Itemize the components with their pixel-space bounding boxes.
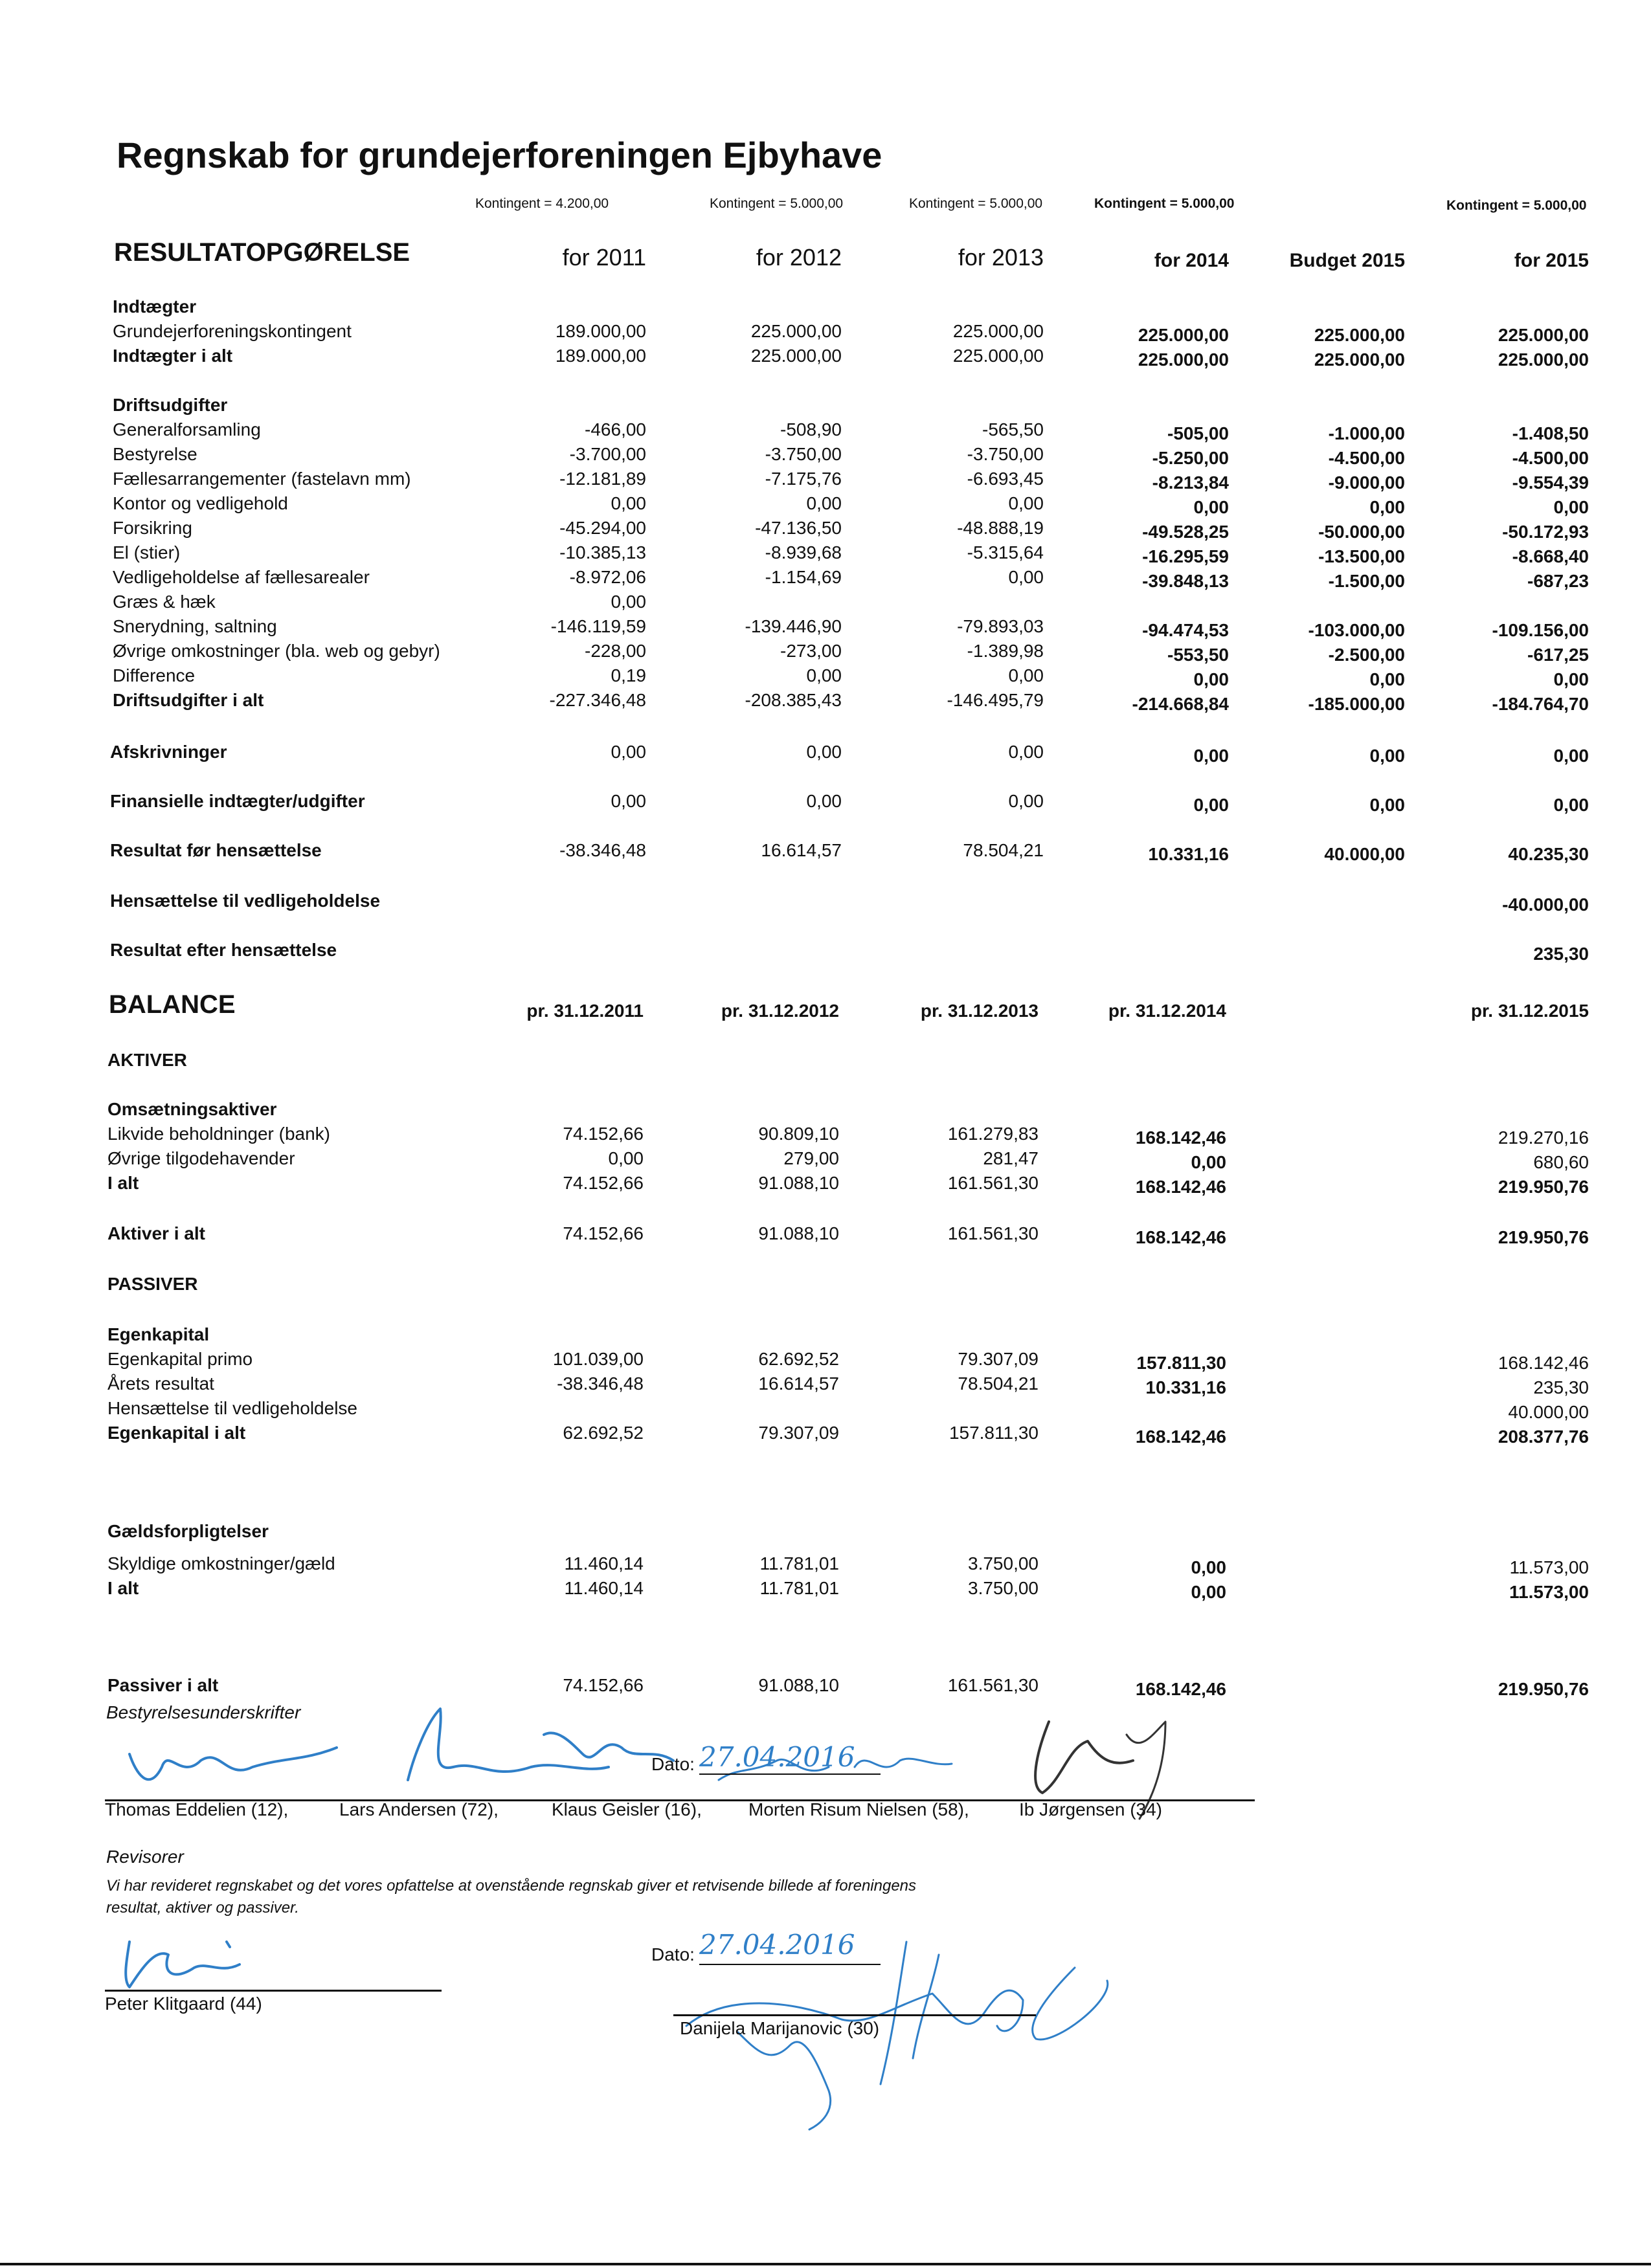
- auditors-statement-line2: resultat, aktiver og passiver.: [106, 1899, 299, 1917]
- kontingent-2012: Kontingent = 5.000,00: [710, 196, 844, 211]
- result-row-label: Hensættelse til vedligeholdelse: [110, 891, 381, 911]
- result-row-label: Vedligeholdelse af fællesarealer: [113, 567, 370, 587]
- result-row-label: Fællesarrangementer (fastelavn mm): [113, 469, 411, 489]
- balance-cell: 62.692,52: [563, 1423, 644, 1443]
- result-cell: -146.495,79: [947, 690, 1044, 710]
- result-column-header: for 2012: [756, 244, 842, 271]
- result-cell: 0,00: [1369, 746, 1405, 766]
- balance-heading: BALANCE: [109, 990, 236, 1019]
- result-cell: 0,00: [1008, 567, 1044, 587]
- result-cell: 40.235,30: [1508, 844, 1589, 864]
- result-cell: 225.000,00: [1138, 350, 1229, 370]
- balance-cell: 10.331,16: [1145, 1377, 1226, 1397]
- balance-cell: 62.692,52: [758, 1349, 839, 1369]
- result-cell: -208.385,43: [745, 690, 842, 710]
- result-cell: -4.500,00: [1328, 448, 1405, 468]
- balance-cell: 74.152,66: [563, 1675, 644, 1695]
- balance-row-label: Øvrige tilgodehavender: [107, 1148, 295, 1168]
- balance-row-label: I alt: [107, 1578, 139, 1598]
- balance-row-label: Omsætningsaktiver: [107, 1099, 277, 1119]
- result-cell: 225.000,00: [1314, 325, 1405, 345]
- kontingent-2013: Kontingent = 5.000,00: [909, 196, 1043, 211]
- result-cell: -38.346,48: [559, 840, 646, 860]
- result-cell: -8.972,06: [569, 567, 646, 587]
- result-row-label: Afskrivninger: [110, 742, 227, 762]
- balance-cell: 157.811,30: [949, 1423, 1039, 1443]
- balance-cell: 91.088,10: [758, 1223, 839, 1243]
- result-row-label: Grundejerforeningskontingent: [113, 321, 352, 341]
- result-cell: 0,00: [1008, 665, 1044, 685]
- result-row-label: Resultat efter hensættelse: [110, 940, 337, 960]
- result-cell: -7.175,76: [765, 469, 842, 489]
- result-cell: -16.295,59: [1142, 546, 1229, 566]
- result-row-label: El (stier): [113, 542, 181, 562]
- balance-row-label: Aktiver i alt: [107, 1223, 205, 1243]
- result-cell: -139.446,90: [745, 616, 842, 636]
- result-row-label: Græs & hæk: [113, 592, 216, 612]
- balance-cell: 281,47: [983, 1148, 1039, 1168]
- result-row-label: Driftsudgifter i alt: [113, 690, 264, 710]
- balance-cell: 168.142,46: [1135, 1427, 1226, 1447]
- balance-cell: 161.561,30: [947, 1173, 1039, 1193]
- balance-row-label: Gældsforpligtelser: [107, 1521, 269, 1541]
- result-row-label: Snerydning, saltning: [113, 616, 277, 636]
- result-cell: 0,00: [1193, 497, 1229, 517]
- result-cell: -565,50: [982, 419, 1044, 439]
- result-cell: 0,00: [611, 592, 646, 612]
- result-row-label: Generalforsamling: [113, 419, 261, 439]
- balance-row-label: Skyldige omkostninger/gæld: [107, 1553, 335, 1573]
- board-member-2: Lars Andersen (72),: [339, 1799, 499, 1819]
- result-row-label: Difference: [113, 665, 196, 685]
- result-row-label: Indtægter: [113, 296, 197, 317]
- result-row-label: Resultat før hensættelse: [110, 840, 322, 860]
- balance-cell: 78.504,21: [958, 1373, 1039, 1394]
- result-cell: 225.000,00: [1314, 350, 1405, 370]
- result-cell: 0,00: [806, 742, 842, 762]
- balance-cell: 91.088,10: [758, 1675, 839, 1695]
- result-cell: -10.385,13: [559, 542, 646, 562]
- board-member-4: Morten Risum Nielsen (58),: [748, 1799, 969, 1819]
- balance-cell: 0,00: [1191, 1152, 1226, 1172]
- balance-cell: 168.142,46: [1135, 1227, 1226, 1247]
- auditors-heading: Revisorer: [106, 1847, 184, 1867]
- result-cell: 0,00: [1193, 669, 1229, 689]
- balance-cell: 3.750,00: [968, 1578, 1039, 1598]
- balance-cell: 90.809,10: [758, 1124, 839, 1144]
- page-title: Regnskab for grundejerforeningen Ejbyhave: [117, 135, 882, 175]
- result-cell: -9.554,39: [1512, 472, 1589, 493]
- auditor-date-value: 27.04.2016: [699, 1929, 855, 1961]
- balance-row-label: Passiver i alt: [107, 1675, 219, 1695]
- board-member-3: Klaus Geisler (16),: [552, 1799, 702, 1819]
- result-cell: -12.181,89: [559, 469, 646, 489]
- result-cell: -4.500,00: [1512, 448, 1589, 468]
- result-cell: -13.500,00: [1318, 546, 1405, 566]
- balance-cell: 168.142,46: [1498, 1353, 1589, 1373]
- result-cell: 189.000,00: [555, 346, 646, 366]
- result-cell: 0,00: [611, 791, 646, 811]
- balance-cell: 235,30: [1533, 1377, 1589, 1397]
- balance-row-label: Egenkapital: [107, 1324, 210, 1344]
- balance-cell: 0,00: [608, 1148, 644, 1168]
- board-date-underline: [699, 1773, 881, 1775]
- balance-column-header: pr. 31.12.2013: [920, 1001, 1039, 1021]
- result-column-header: for 2015: [1514, 250, 1589, 271]
- balance-cell: 74.152,66: [563, 1124, 644, 1144]
- balance-cell: 79.307,09: [958, 1349, 1039, 1369]
- auditors-statement-line1: Vi har revideret regnskabet og det vores opfattelse at ovenstående regnskab giver et retvisende billede af foreningens: [106, 1877, 917, 1895]
- balance-cell: 161.279,83: [947, 1124, 1039, 1144]
- balance-row-label: I alt: [107, 1173, 139, 1193]
- result-cell: -49.528,25: [1142, 522, 1229, 542]
- result-cell: -50.172,93: [1502, 522, 1589, 542]
- result-cell: -103.000,00: [1308, 620, 1405, 640]
- result-cell: -48.888,19: [957, 518, 1044, 538]
- result-cell: -6.693,45: [967, 469, 1044, 489]
- result-cell: -466,00: [585, 419, 646, 439]
- balance-cell: 40.000,00: [1508, 1402, 1589, 1422]
- balance-column-header: pr. 31.12.2015: [1470, 1001, 1589, 1021]
- balance-cell: 101.039,00: [552, 1349, 644, 1369]
- result-cell: 0,00: [1553, 497, 1589, 517]
- balance-cell: 11.460,14: [564, 1578, 644, 1598]
- result-row-label: Kontor og vedligehold: [113, 493, 288, 513]
- result-cell: 0,00: [1369, 669, 1405, 689]
- result-column-header: Budget 2015: [1289, 250, 1405, 271]
- result-cell: -1.154,69: [765, 567, 842, 587]
- balance-row-label: Årets resultat: [107, 1373, 214, 1394]
- result-cell: 0,00: [1553, 795, 1589, 815]
- result-cell: 225.000,00: [952, 321, 1044, 341]
- result-cell: 0,19: [611, 665, 646, 685]
- balance-cell: 168.142,46: [1135, 1679, 1226, 1699]
- result-cell: -40.000,00: [1502, 895, 1589, 915]
- balance-cell: 161.561,30: [947, 1675, 1039, 1695]
- balance-cell: 11.781,01: [759, 1553, 839, 1573]
- result-cell: 78.504,21: [963, 840, 1044, 860]
- result-cell: -1.500,00: [1328, 571, 1405, 591]
- result-cell: -1.408,50: [1512, 423, 1589, 443]
- result-cell: -47.136,50: [755, 518, 842, 538]
- balance-cell: 3.750,00: [968, 1553, 1039, 1573]
- result-row-label: Driftsudgifter: [113, 395, 228, 415]
- balance-cell: 168.142,46: [1135, 1128, 1226, 1148]
- result-cell: 0,00: [806, 665, 842, 685]
- balance-cell: 0,00: [1191, 1582, 1226, 1602]
- balance-cell: 79.307,09: [758, 1423, 839, 1443]
- result-cell: -228,00: [585, 641, 646, 661]
- balance-cell: 219.270,16: [1498, 1128, 1589, 1148]
- result-cell: 16.614,57: [761, 840, 842, 860]
- result-cell: 0,00: [1193, 746, 1229, 766]
- balance-cell: 680,60: [1533, 1152, 1589, 1172]
- result-cell: -3.750,00: [967, 444, 1044, 464]
- auditor-name-1: Peter Klitgaard (44): [105, 1994, 262, 2014]
- balance-row-label: Hensættelse til vedligeholdelse: [107, 1398, 357, 1418]
- balance-cell: 91.088,10: [758, 1173, 839, 1193]
- kontingent-2011: Kontingent = 4.200,00: [475, 196, 609, 211]
- balance-row-label: AKTIVER: [107, 1050, 187, 1070]
- balance-cell: -38.346,48: [557, 1373, 644, 1394]
- result-cell: 0,00: [806, 493, 842, 513]
- result-column-header: for 2011: [562, 244, 646, 271]
- result-cell: -9.000,00: [1328, 472, 1405, 493]
- result-cell: 10.331,16: [1148, 844, 1229, 864]
- balance-column-header: pr. 31.12.2011: [526, 1001, 644, 1021]
- balance-row-label: Egenkapital i alt: [107, 1423, 246, 1443]
- result-cell: -617,25: [1527, 645, 1589, 665]
- result-cell: -184.764,70: [1492, 694, 1589, 714]
- result-cell: -508,90: [780, 419, 842, 439]
- auditor-line-2: [673, 2014, 1036, 2016]
- balance-row-label: Likvide beholdninger (bank): [107, 1124, 330, 1144]
- result-row-label: Bestyrelse: [113, 444, 197, 464]
- result-cell: -8.213,84: [1152, 472, 1229, 493]
- result-row-label: Øvrige omkostninger (bla. web og gebyr): [113, 641, 440, 661]
- result-column-header: for 2013: [958, 244, 1044, 271]
- result-cell: 225.000,00: [750, 321, 842, 341]
- result-cell: 0,00: [611, 493, 646, 513]
- auditor-name-2: Danijela Marijanovic (30): [680, 2018, 880, 2038]
- result-cell: 0,00: [1553, 746, 1589, 766]
- result-cell: -185.000,00: [1308, 694, 1405, 714]
- balance-cell: 11.781,01: [759, 1578, 839, 1598]
- balance-row-label: Egenkapital primo: [107, 1349, 253, 1369]
- kontingent-2014: Kontingent = 5.000,00: [1094, 196, 1235, 211]
- balance-cell: 161.561,30: [947, 1223, 1039, 1243]
- result-cell: -1.000,00: [1328, 423, 1405, 443]
- result-cell: 0,00: [1008, 742, 1044, 762]
- result-cell: -2.500,00: [1328, 645, 1405, 665]
- balance-cell: 11.573,00: [1509, 1582, 1589, 1602]
- balance-cell: 157.811,30: [1136, 1353, 1226, 1373]
- result-cell: -553,50: [1167, 645, 1229, 665]
- result-cell: -214.668,84: [1132, 694, 1229, 714]
- page-bottom-edge: [0, 2263, 1651, 2265]
- board-member-1: Thomas Eddelien (12),: [105, 1799, 289, 1819]
- result-cell: -227.346,48: [549, 690, 646, 710]
- balance-cell: 168.142,46: [1135, 1177, 1226, 1197]
- balance-cell: 279,00: [783, 1148, 839, 1168]
- result-cell: 0,00: [611, 742, 646, 762]
- kontingent-2015: Kontingent = 5.000,00: [1446, 198, 1587, 213]
- result-cell: -45.294,00: [559, 518, 646, 538]
- auditor-date-label: Dato:: [651, 1944, 695, 1964]
- result-cell: 0,00: [1193, 795, 1229, 815]
- result-cell: -3.750,00: [765, 444, 842, 464]
- balance-cell: 0,00: [1191, 1557, 1226, 1577]
- balance-cell: 74.152,66: [563, 1173, 644, 1193]
- result-cell: 0,00: [1008, 493, 1044, 513]
- result-cell: 0,00: [1008, 791, 1044, 811]
- result-cell: -79.893,03: [957, 616, 1044, 636]
- result-row-label: Finansielle indtægter/udgifter: [110, 791, 365, 811]
- balance-cell: 16.614,57: [758, 1373, 839, 1394]
- balance-cell: 11.573,00: [1509, 1557, 1589, 1577]
- result-cell: 225.000,00: [1498, 325, 1589, 345]
- balance-cell: 219.950,76: [1498, 1679, 1589, 1699]
- result-cell: -505,00: [1167, 423, 1229, 443]
- result-cell: -8.668,40: [1512, 546, 1589, 566]
- result-cell: 0,00: [1553, 669, 1589, 689]
- balance-cell: 208.377,76: [1498, 1427, 1589, 1447]
- board-signatures-caption: Bestyrelsesunderskrifter: [106, 1702, 301, 1722]
- result-row-label: Indtægter i alt: [113, 346, 233, 366]
- balance-cell: 74.152,66: [563, 1223, 644, 1243]
- result-heading: RESULTATOPGØRELSE: [114, 238, 410, 267]
- result-cell: 225.000,00: [1138, 325, 1229, 345]
- result-cell: -109.156,00: [1492, 620, 1589, 640]
- result-cell: -5.250,00: [1152, 448, 1229, 468]
- result-cell: 225.000,00: [952, 346, 1044, 366]
- result-cell: -8.939,68: [765, 542, 842, 562]
- result-cell: 235,30: [1533, 944, 1589, 964]
- result-cell: 0,00: [1369, 795, 1405, 815]
- board-date-label: Dato:: [651, 1754, 695, 1774]
- result-cell: -687,23: [1527, 571, 1589, 591]
- result-row-label: Forsikring: [113, 518, 192, 538]
- balance-cell: 11.460,14: [564, 1553, 644, 1573]
- result-cell: -146.119,59: [550, 616, 646, 636]
- result-cell: 0,00: [806, 791, 842, 811]
- balance-column-header: pr. 31.12.2012: [721, 1001, 839, 1021]
- result-cell: 40.000,00: [1324, 844, 1405, 864]
- result-cell: 189.000,00: [555, 321, 646, 341]
- result-cell: 0,00: [1369, 497, 1405, 517]
- result-cell: -1.389,98: [967, 641, 1044, 661]
- result-cell: -39.848,13: [1142, 571, 1229, 591]
- balance-cell: 219.950,76: [1498, 1227, 1589, 1247]
- balance-column-header: pr. 31.12.2014: [1108, 1001, 1226, 1021]
- balance-row-label: PASSIVER: [107, 1274, 198, 1294]
- result-cell: 225.000,00: [750, 346, 842, 366]
- result-cell: -5.315,64: [967, 542, 1044, 562]
- auditor-line-1: [105, 1990, 442, 1992]
- result-column-header: for 2014: [1154, 250, 1229, 271]
- balance-cell: 219.950,76: [1498, 1177, 1589, 1197]
- result-cell: -50.000,00: [1318, 522, 1405, 542]
- result-cell: -3.700,00: [569, 444, 646, 464]
- result-cell: -94.474,53: [1142, 620, 1229, 640]
- result-cell: -273,00: [780, 641, 842, 661]
- result-cell: 225.000,00: [1498, 350, 1589, 370]
- board-date-value: 27.04.2016: [699, 1741, 855, 1773]
- board-member-5: Ib Jørgensen (34): [1019, 1799, 1162, 1819]
